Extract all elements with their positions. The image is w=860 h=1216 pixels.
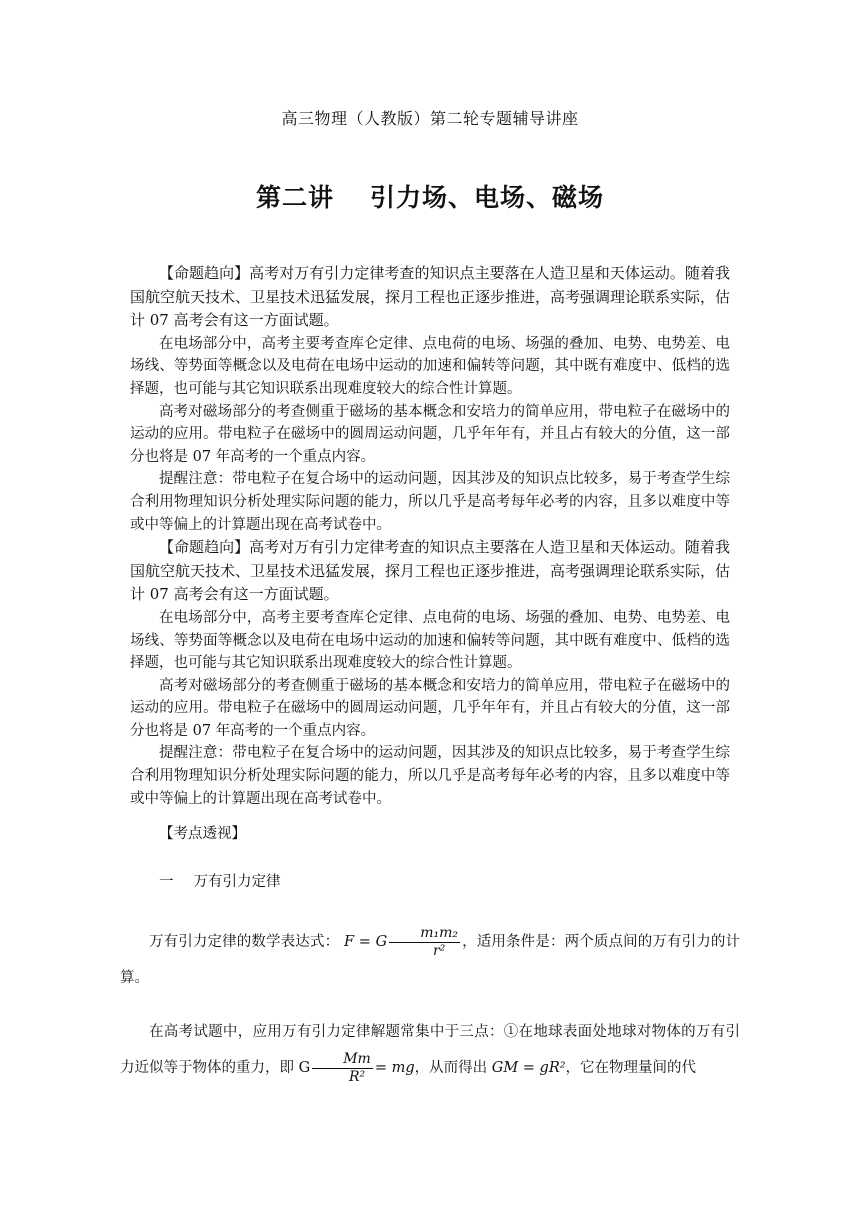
formula-lhs: F = G [343,934,388,950]
paragraph: 高考对磁场部分的考查侧重于磁场的基本概念和安培力的简单应用，带电粒子在磁场中的运动的应用。带电粒子在磁场中的圆周运动问题，几乎年年有，并且占有较大的分值，这一部分也将是 07 年高考的一个重点内容。 [130,403,730,465]
section-label: 万有引力定律 [193,874,281,890]
body-text [130,262,730,810]
course-header: 高三物理（人教版）第二轮专题辅导讲座 [281,109,579,128]
section-bracket-label: 【命题趋向】 [159,538,250,557]
fraction: $\frac{\text{m₁m₂}}{\text{r²}}$ [389,925,460,960]
lecture-topic: 引力场、电场、磁场 [370,183,605,212]
fraction: $\frac{Mm}{\text{R²}}$ [312,1051,373,1086]
paragraph: 提醒注意：带电粒子在复合场中的运动问题，因其涉及的知识点比较多，易于考查学生综合利用物理知识分析处理实际问题的能力，所以几乎是高考每年必考的内容，且多以难度中等或中等偏上的计算题出现在高考试卷中。 [130,745,730,807]
paragraph: 在电场部分中，高考主要考查库仑定律、点电荷的电场、场强的叠加、电势、电势差、电场线、等势面等概念以及电荷在电场中运动的加速和偏转等问题，其中既有难度中、低档的选择题，也可能与其它知识联系出现难度较大的综合性计算题。 [130,609,730,672]
kaodian-heading: 【考点透视】 [159,826,246,842]
formula-paragraph-surface: 在高考试题中，应用万有引力定律解题常集中于三点：①在地球表面处地球对物体的万有引力近似等于物体的重力，即 G $\frac{Mm}{\text{R²}}$ = mg，从而得出 GM = gR²，它在物理量间的代 [120,1024,740,1085]
formula-paragraph-gravitation: 万有引力定律的数学表达式： F = G $\frac{\text{m₁m₂}}{\text{r²}}$ ，适用条件是：两个质点间的万有引力的计算。 [120,924,741,986]
lecture-title [0,178,860,214]
paragraph: 提醒注意：带电粒子在复合场中的运动问题，因其涉及的知识点比较多，易于考查学生综合利用物理知识分析处理实际问题的能力，所以几乎是高考每年必考的内容，且多以难度中等或中等偏上的计算题出现在高考试卷中。 [130,471,730,533]
paragraph: 高考对磁场部分的考查侧重于磁场的基本概念和安培力的简单应用，带电粒子在磁场中的运动的应用。带电粒子在磁场中的圆周运动问题，几乎年年有，并且占有较大的分值，这一部分也将是 07 年高考的一个重点内容。 [130,677,730,739]
paragraph: 在电场部分中，高考主要考查库仑定律、点电荷的电场、场强的叠加、电势、电势差、电场线、等势面等概念以及电荷在电场中运动的加速和偏转等问题，其中既有难度中、低档的选择题，也可能与其它知识联系出现难度较大的综合性计算题。 [130,335,730,397]
lecture-number: 第二讲 [255,183,334,212]
paragraph: 【命题趋向】高考对万有引力定律考查的知识点主要落在人造卫星和天体运动。随着我国航空航天技术、卫星技术迅猛发展，探月工程也正逐步推进，高考强调理论联系实际，估计 07 高考会有这一方面试题。 [130,264,731,330]
formula-gm: GM = gR² [491,1060,566,1076]
paragraph: 【命题趋向】高考对万有引力定律考查的知识点主要落在人造卫星和天体运动。随着我国航空航天技术、卫星技术迅猛发展，探月工程也正逐步推进，高考强调理论联系实际，估计 07 高考会有这一方面试题。 [130,538,731,604]
section-bracket-label: 【命题趋向】 [159,264,250,282]
section-heading [130,870,730,891]
section-number: 一 [159,874,174,890]
